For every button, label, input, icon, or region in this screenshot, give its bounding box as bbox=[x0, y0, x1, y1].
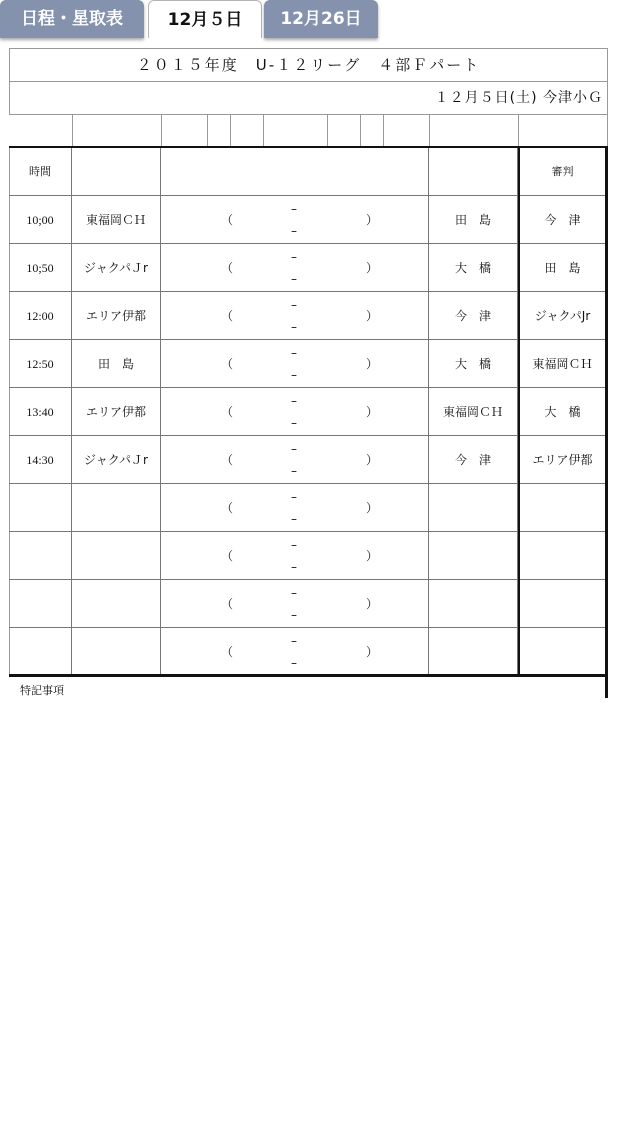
grid-divider bbox=[207, 114, 208, 147]
match-team: エリア伊都 bbox=[72, 388, 161, 436]
tab-schedule-standings[interactable]: 日程・星取表 bbox=[0, 0, 144, 38]
score-cell bbox=[161, 532, 429, 580]
match-time bbox=[9, 484, 72, 532]
score-cell bbox=[161, 580, 429, 628]
match-ref-1 bbox=[429, 580, 518, 628]
empty-grid-row bbox=[9, 114, 608, 147]
match-time: 10;00 bbox=[9, 196, 72, 244]
match-ref-1 bbox=[429, 532, 518, 580]
score-dash-bottom: – bbox=[291, 608, 297, 622]
grid-divider bbox=[230, 114, 231, 147]
match-time bbox=[9, 580, 72, 628]
match-ref-1 bbox=[429, 484, 518, 532]
score-paren-open: （ bbox=[221, 405, 234, 419]
match-ref-1: 田 島 bbox=[429, 196, 518, 244]
score-dash-top: – bbox=[291, 442, 297, 456]
score-dash-top: – bbox=[291, 250, 297, 264]
table-row bbox=[9, 628, 605, 676]
score-paren-close: ） bbox=[366, 309, 379, 323]
table-header-row bbox=[9, 148, 605, 196]
match-time: 12:50 bbox=[9, 340, 72, 388]
score-cell bbox=[161, 628, 429, 676]
sheet-title: ２０１５年度 U-１２リーグ ４部Ｆパート bbox=[9, 48, 608, 82]
match-ref-1: 今 津 bbox=[429, 436, 518, 484]
match-time bbox=[9, 532, 72, 580]
match-time: 10;50 bbox=[9, 244, 72, 292]
match-ref-2 bbox=[518, 532, 605, 580]
tab-dec-5[interactable]: 12月５日 bbox=[148, 0, 262, 38]
score-dash-bottom: – bbox=[291, 368, 297, 382]
score-paren-close: ） bbox=[366, 453, 379, 467]
score-cell bbox=[161, 388, 429, 436]
score-cell bbox=[161, 292, 429, 340]
table-row bbox=[9, 292, 605, 340]
match-time: 14:30 bbox=[9, 436, 72, 484]
score-paren-close: ） bbox=[366, 405, 379, 419]
score-cell bbox=[161, 196, 429, 244]
score-dash-top: – bbox=[291, 586, 297, 600]
score-dash-top: – bbox=[291, 394, 297, 408]
score-dash-bottom: – bbox=[291, 464, 297, 478]
match-team: 田 島 bbox=[72, 340, 161, 388]
date-venue: １２月５日(土) 今津小Ｇ bbox=[9, 81, 608, 115]
score-paren-close: ） bbox=[366, 501, 379, 515]
match-ref-1: 今 津 bbox=[429, 292, 518, 340]
score-paren-close: ） bbox=[366, 357, 379, 371]
score-dash-bottom: – bbox=[291, 272, 297, 286]
score-paren-open: （ bbox=[221, 309, 234, 323]
match-ref-2 bbox=[518, 580, 605, 628]
header-time: 時間 bbox=[9, 148, 72, 196]
score-paren-open: （ bbox=[221, 453, 234, 467]
grid-divider bbox=[518, 114, 519, 147]
match-team bbox=[72, 580, 161, 628]
grid-divider bbox=[607, 114, 608, 147]
score-dash-top: – bbox=[291, 298, 297, 312]
tab-dec-26[interactable]: 12月26日 bbox=[264, 0, 378, 38]
score-paren-open: （ bbox=[221, 645, 234, 659]
table-row bbox=[9, 436, 605, 484]
score-paren-open: （ bbox=[221, 549, 234, 563]
match-ref-2 bbox=[518, 628, 605, 676]
table-row bbox=[9, 340, 605, 388]
score-dash-bottom: – bbox=[291, 224, 297, 238]
table-row bbox=[9, 484, 605, 532]
header-ref1 bbox=[429, 148, 518, 196]
header-team bbox=[72, 148, 161, 196]
score-dash-bottom: – bbox=[291, 512, 297, 526]
score-dash-top: – bbox=[291, 202, 297, 216]
match-ref-1: 大 橋 bbox=[429, 244, 518, 292]
grid-divider bbox=[72, 114, 73, 147]
match-team: ジャクパＪr bbox=[72, 244, 161, 292]
tab-bar bbox=[0, 0, 640, 38]
match-ref-2: エリア伊都 bbox=[518, 436, 605, 484]
match-ref-2: 今 津 bbox=[518, 196, 605, 244]
match-ref-1: 大 橋 bbox=[429, 340, 518, 388]
match-team: エリア伊都 bbox=[72, 292, 161, 340]
match-ref-2: 大 橋 bbox=[518, 388, 605, 436]
notes-label: 特記事項 bbox=[20, 684, 64, 697]
match-time bbox=[9, 628, 72, 676]
match-team bbox=[72, 484, 161, 532]
score-dash-top: – bbox=[291, 634, 297, 648]
score-paren-close: ） bbox=[366, 645, 379, 659]
score-paren-open: （ bbox=[221, 501, 234, 515]
table-row bbox=[9, 244, 605, 292]
grid-divider bbox=[161, 114, 162, 147]
grid-divider bbox=[383, 114, 384, 147]
match-ref-2: ジャクパJr bbox=[518, 292, 605, 340]
score-cell bbox=[161, 340, 429, 388]
score-dash-bottom: – bbox=[291, 320, 297, 334]
match-ref-2 bbox=[518, 484, 605, 532]
score-dash-bottom: – bbox=[291, 656, 297, 670]
match-ref-1: 東福岡ＣＨ bbox=[429, 388, 518, 436]
table-bottom-border bbox=[9, 674, 608, 677]
match-ref-2: 田 島 bbox=[518, 244, 605, 292]
match-team: 東福岡ＣＨ bbox=[72, 196, 161, 244]
score-paren-close: ） bbox=[366, 213, 379, 227]
score-paren-close: ） bbox=[366, 261, 379, 275]
table-row bbox=[9, 388, 605, 436]
score-paren-open: （ bbox=[221, 357, 234, 371]
score-paren-open: （ bbox=[221, 213, 234, 227]
table-row bbox=[9, 580, 605, 628]
grid-divider bbox=[263, 114, 264, 147]
match-team bbox=[72, 628, 161, 676]
score-paren-open: （ bbox=[221, 261, 234, 275]
score-cell bbox=[161, 244, 429, 292]
header-score bbox=[161, 148, 429, 196]
score-dash-top: – bbox=[291, 346, 297, 360]
grid-divider bbox=[327, 114, 328, 147]
score-dash-bottom: – bbox=[291, 560, 297, 574]
table-row bbox=[9, 532, 605, 580]
header-referee: 審判 bbox=[518, 148, 605, 196]
table-row bbox=[9, 196, 605, 244]
grid-divider bbox=[429, 114, 430, 147]
score-paren-close: ） bbox=[366, 597, 379, 611]
table-right-border bbox=[605, 146, 608, 698]
score-dash-top: – bbox=[291, 538, 297, 552]
match-ref-1 bbox=[429, 628, 518, 676]
grid-divider bbox=[360, 114, 361, 147]
score-dash-top: – bbox=[291, 490, 297, 504]
score-cell bbox=[161, 436, 429, 484]
score-paren-open: （ bbox=[221, 597, 234, 611]
match-team: ジャクパＪr bbox=[72, 436, 161, 484]
score-dash-bottom: – bbox=[291, 416, 297, 430]
score-cell bbox=[161, 484, 429, 532]
match-team bbox=[72, 532, 161, 580]
match-ref-2: 東福岡ＣＨ bbox=[518, 340, 605, 388]
match-time: 13:40 bbox=[9, 388, 72, 436]
match-time: 12:00 bbox=[9, 292, 72, 340]
score-paren-close: ） bbox=[366, 549, 379, 563]
